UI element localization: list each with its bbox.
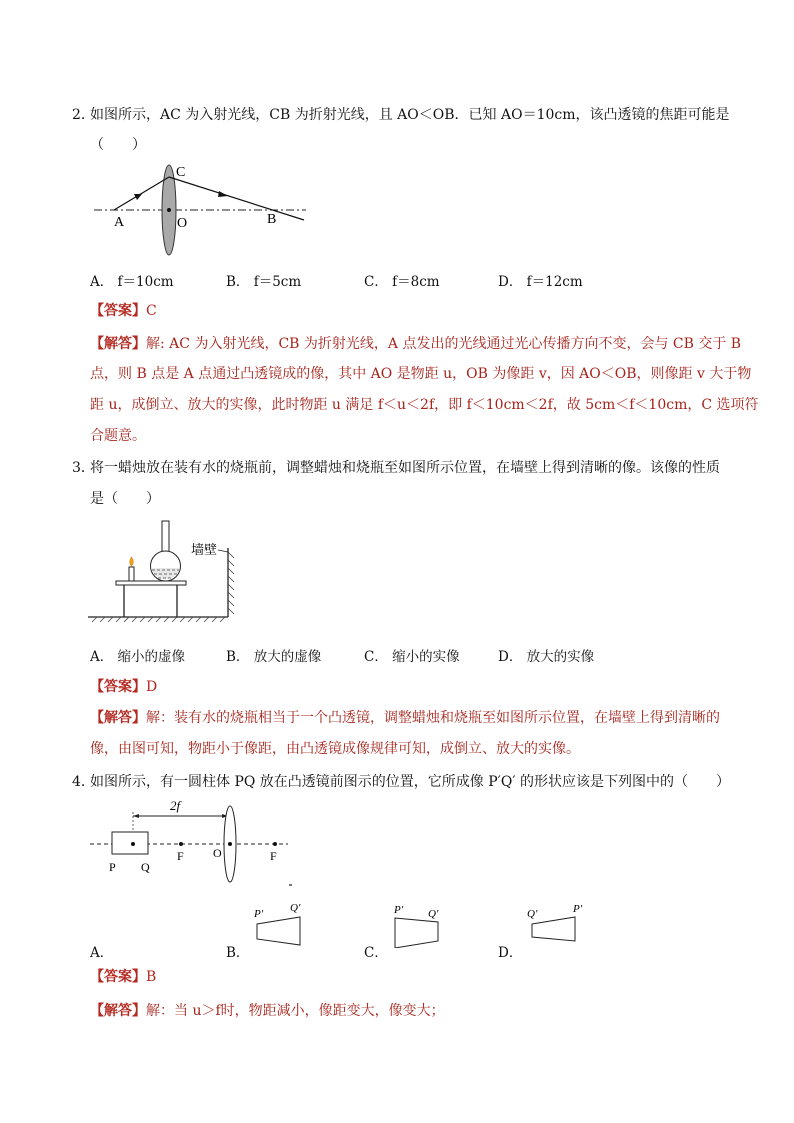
q3-answer: 【答案】D: [90, 679, 158, 695]
q4-question-text: 如图所示，有一圆柱体 PQ 放在凸透镜前图示的位置，它所成像 P′Q′ 的形状应该是下列图中的（ ）: [90, 774, 730, 790]
q3-option-a[interactable]: A． 缩小的虚像: [90, 649, 186, 665]
svg-text:P′: P′: [254, 908, 264, 920]
q2-option-b[interactable]: B． f＝5cm: [226, 274, 302, 290]
label-F-left: F: [177, 849, 184, 863]
wall-label-leader: [218, 550, 228, 552]
q2-question-paren: （ ）: [90, 137, 146, 153]
q3-option-c[interactable]: C． 缩小的实像: [364, 649, 460, 665]
label-P: P: [109, 860, 116, 874]
label-F-right: F: [270, 849, 277, 863]
incident-ray: [114, 177, 169, 210]
q2-option-c[interactable]: C． f＝8cm: [364, 274, 440, 290]
label-C: C: [176, 165, 186, 180]
q2-option-d[interactable]: D． f＝12cm: [498, 274, 583, 290]
q3-question-paren: 是（ ）: [90, 491, 160, 507]
table-top: [116, 581, 186, 585]
label-2f: 2f: [170, 798, 181, 813]
q2-option-a[interactable]: A． f＝10cm: [90, 274, 174, 290]
wall-label: 墙壁: [191, 542, 218, 557]
q2-number: 2．: [72, 107, 95, 123]
label-Q: Q: [141, 860, 150, 874]
stray-mark: [289, 884, 292, 886]
q4-explanation-line-1: 【解答】解：当 u＞f时，物距减小，像距变大，像变大；: [90, 1003, 445, 1019]
svg-text:P′: P′: [573, 903, 583, 915]
q4-option-d[interactable]: D．: [498, 945, 523, 961]
svg-text:Q′: Q′: [527, 908, 538, 920]
label-O: O: [213, 846, 222, 860]
cylinder-PQ: [112, 832, 148, 854]
q4-number: 4．: [72, 774, 95, 790]
floor-hatch: [92, 617, 225, 622]
q2-explanation-line-1: 【解答】解: AC 为入射光线，CB 为折射光线，A 点发出的光线通过光心传播方向不变，会与 CB 交于 B: [90, 336, 742, 352]
q3-explanation-line-1: 【解答】解：装有水的烧瓶相当于一个凸透镜，调整蜡烛和烧瓶至如图所示位置，在墙壁上得到清晰的: [90, 710, 720, 726]
q4-option-a[interactable]: A．: [90, 945, 114, 961]
q4-option-d-figure: [525, 900, 591, 948]
q2-lens-figure: [90, 160, 320, 260]
optical-center: [167, 208, 171, 212]
refracted-arrow: [218, 191, 228, 197]
q2-explanation-line-2: 点，则 B 点是 A 点通过凸透镜成的像，其中 AO 是物距 u，OB 为像距 v，因 AO＜OB，则像距 v 大于物: [90, 366, 752, 382]
q4-option-c-figure: [388, 900, 448, 948]
q3-candle-flask-figure: [88, 518, 248, 622]
q2-answer: 【答案】C: [90, 303, 157, 319]
q2-question-text: 如图所示，AC 为入射光线，CB 为折射光线，且 AO＜OB．已知 AO＝10cm，该凸透镜的焦距可能是: [90, 107, 730, 123]
svg-text:Q′: Q′: [428, 908, 439, 920]
svg-text:P′: P′: [394, 904, 404, 916]
q4-option-b-figure: [250, 900, 310, 948]
q3-option-b[interactable]: B． 放大的虚像: [226, 649, 322, 665]
svg-text:Q′: Q′: [290, 902, 301, 914]
label-A: A: [114, 215, 125, 230]
candle: [129, 567, 134, 581]
q2-explanation-line-3: 距 u，成倒立、放大的实像，此时物距 u 满足 f＜u＜2f，即 f＜10cm＜2f，故 5cm＜f＜10cm，C 选项符: [90, 397, 759, 413]
q4-option-c[interactable]: C．: [364, 945, 388, 961]
flask-neck: [162, 521, 169, 552]
label-B: B: [267, 212, 277, 227]
q3-explanation-line-2: 像，由图可知，物距小于像距，由凸透镜成像规律可知，成倒立、放大的实像。: [90, 741, 580, 757]
refracted-ray: [169, 177, 304, 220]
q4-answer: 【答案】B: [90, 969, 157, 985]
q2-explanation-line-4: 合题意。: [90, 428, 146, 444]
candle-flame: [130, 557, 134, 566]
q4-option-b[interactable]: B．: [226, 945, 250, 961]
label-O: O: [177, 216, 188, 231]
q3-question-text: 将一蜡烛放在装有水的烧瓶前，调整蜡烛和烧瓶至如图所示位置，在墙壁上得到清晰的像。该像的性质: [90, 460, 720, 476]
q3-option-d[interactable]: D． 放大的实像: [498, 649, 595, 665]
q3-number: 3．: [72, 460, 95, 476]
q4-lens-figure: [88, 798, 298, 884]
wall-hatch: [228, 552, 234, 614]
